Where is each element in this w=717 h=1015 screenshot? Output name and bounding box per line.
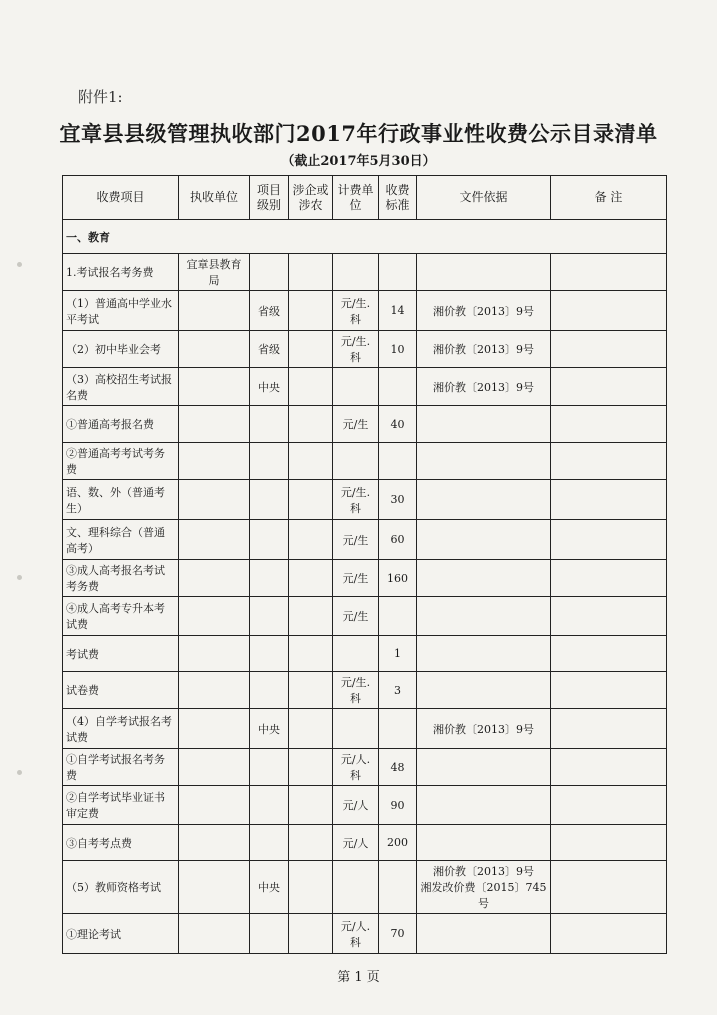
column-header: 涉企或涉农 — [289, 176, 333, 220]
cell-billing: 元/人 — [333, 786, 379, 825]
cell-standard: 90 — [379, 786, 417, 825]
table-row — [63, 406, 667, 443]
cell-sector — [289, 480, 333, 520]
cell-basis: 湘价教〔2013〕9号 — [417, 709, 551, 749]
cell-level — [250, 560, 289, 597]
cell-billing — [333, 861, 379, 914]
cell-level: 省级 — [250, 291, 289, 331]
cell-unit — [179, 291, 250, 331]
cell-basis — [417, 597, 551, 636]
cell-level — [250, 443, 289, 480]
cell-remark — [551, 914, 667, 954]
column-header: 执收单位 — [179, 176, 250, 220]
cell-level: 中央 — [250, 861, 289, 914]
cell-billing: 元/人.科 — [333, 749, 379, 786]
cell-unit — [179, 480, 250, 520]
document-subtitle: （截止2017年5月30日） — [281, 154, 436, 169]
section-row — [63, 220, 667, 254]
cell-basis — [417, 406, 551, 443]
section-title: 一、教育 — [63, 220, 667, 254]
cell-billing: 元/生 — [333, 560, 379, 597]
cell-standard: 70 — [379, 914, 417, 954]
cell-billing: 元/人.科 — [333, 914, 379, 954]
cell-basis: 湘价教〔2013〕9号 — [417, 331, 551, 368]
cell-billing: 元/生.科 — [333, 672, 379, 709]
table-row — [63, 672, 667, 709]
cell-unit — [179, 368, 250, 406]
cell-billing: 元/生 — [333, 597, 379, 636]
cell-item: ③自考考点费 — [63, 825, 179, 861]
cell-standard — [379, 254, 417, 291]
cell-remark — [551, 480, 667, 520]
cell-unit — [179, 331, 250, 368]
cell-level — [250, 597, 289, 636]
cell-billing — [333, 368, 379, 406]
cell-level — [250, 636, 289, 672]
table-row — [63, 825, 667, 861]
cell-standard: 10 — [379, 331, 417, 368]
cell-item: 文、理科综合（普通高考） — [63, 520, 179, 560]
cell-sector — [289, 291, 333, 331]
cell-sector — [289, 786, 333, 825]
table-row — [63, 861, 667, 914]
cell-billing — [333, 636, 379, 672]
cell-remark — [551, 825, 667, 861]
table-body — [63, 220, 667, 954]
cell-item: 考试费 — [63, 636, 179, 672]
table-row — [63, 443, 667, 480]
cell-basis: 湘价教〔2013〕9号 — [417, 368, 551, 406]
table-row — [63, 291, 667, 331]
cell-unit — [179, 672, 250, 709]
cell-sector — [289, 560, 333, 597]
punch-hole-mark — [17, 770, 22, 775]
cell-standard: 3 — [379, 672, 417, 709]
cell-sector — [289, 331, 333, 368]
cell-remark — [551, 709, 667, 749]
cell-unit — [179, 914, 250, 954]
cell-sector — [289, 443, 333, 480]
fee-table — [62, 175, 667, 954]
cell-remark — [551, 749, 667, 786]
cell-billing: 元/生.科 — [333, 480, 379, 520]
table-row — [63, 914, 667, 954]
cell-standard: 14 — [379, 291, 417, 331]
cell-level: 中央 — [250, 368, 289, 406]
table-row — [63, 786, 667, 825]
cell-sector — [289, 406, 333, 443]
cell-item: （5）教师资格考试 — [63, 861, 179, 914]
punch-hole-mark — [17, 575, 22, 580]
cell-item: ①普通高考报名费 — [63, 406, 179, 443]
column-header: 项目级别 — [250, 176, 289, 220]
cell-remark — [551, 443, 667, 480]
cell-sector — [289, 825, 333, 861]
cell-billing — [333, 709, 379, 749]
table-row — [63, 560, 667, 597]
cell-sector — [289, 254, 333, 291]
cell-item: 语、数、外（普通考生） — [63, 480, 179, 520]
cell-unit — [179, 786, 250, 825]
cell-standard — [379, 597, 417, 636]
cell-billing: 元/生.科 — [333, 291, 379, 331]
cell-billing — [333, 443, 379, 480]
cell-unit — [179, 636, 250, 672]
cell-remark — [551, 861, 667, 914]
cell-billing: 元/人 — [333, 825, 379, 861]
cell-basis — [417, 520, 551, 560]
cell-level — [250, 520, 289, 560]
cell-sector — [289, 368, 333, 406]
table-row — [63, 636, 667, 672]
cell-sector — [289, 861, 333, 914]
cell-sector — [289, 597, 333, 636]
document-title: 宜章县县级管理执收部门2017年行政事业性收费公示目录清单 — [59, 121, 658, 146]
column-header: 收费项目 — [63, 176, 179, 220]
cell-standard — [379, 709, 417, 749]
table-row — [63, 480, 667, 520]
cell-unit — [179, 560, 250, 597]
column-header: 收费标准 — [379, 176, 417, 220]
cell-sector — [289, 709, 333, 749]
cell-remark — [551, 520, 667, 560]
cell-remark — [551, 368, 667, 406]
table-row — [63, 597, 667, 636]
cell-item: （1）普通高中学业水平考试 — [63, 291, 179, 331]
cell-billing: 元/生 — [333, 406, 379, 443]
cell-remark — [551, 597, 667, 636]
cell-sector — [289, 636, 333, 672]
cell-level: 省级 — [250, 331, 289, 368]
cell-basis — [417, 636, 551, 672]
cell-unit — [179, 597, 250, 636]
cell-level — [250, 480, 289, 520]
cell-remark — [551, 672, 667, 709]
cell-standard: 48 — [379, 749, 417, 786]
cell-basis: 湘价教〔2013〕9号 — [417, 291, 551, 331]
cell-remark — [551, 331, 667, 368]
table-row — [63, 709, 667, 749]
cell-sector — [289, 520, 333, 560]
cell-basis: 湘价教〔2013〕9号 湘发改价费〔2015〕745号 — [417, 861, 551, 914]
cell-item: （4）自学考试报名考试费 — [63, 709, 179, 749]
cell-item: ①理论考试 — [63, 914, 179, 954]
cell-remark — [551, 291, 667, 331]
cell-item: 试卷费 — [63, 672, 179, 709]
cell-basis — [417, 749, 551, 786]
cell-standard: 200 — [379, 825, 417, 861]
cell-item: ③成人高考报名考试考务费 — [63, 560, 179, 597]
cell-item: ④成人高考专升本考试费 — [63, 597, 179, 636]
table-row — [63, 331, 667, 368]
cell-unit — [179, 825, 250, 861]
cell-basis — [417, 914, 551, 954]
cell-standard: 30 — [379, 480, 417, 520]
cell-standard: 1 — [379, 636, 417, 672]
cell-level — [250, 786, 289, 825]
cell-remark — [551, 254, 667, 291]
column-header: 文件依据 — [417, 176, 551, 220]
cell-billing: 元/生.科 — [333, 331, 379, 368]
cell-unit: 宜章县教育局 — [179, 254, 250, 291]
cell-basis — [417, 672, 551, 709]
cell-basis — [417, 443, 551, 480]
cell-remark — [551, 406, 667, 443]
cell-item: ①自学考试报名考务费 — [63, 749, 179, 786]
cell-standard: 160 — [379, 560, 417, 597]
cell-level — [250, 406, 289, 443]
cell-sector — [289, 914, 333, 954]
cell-item: （3）高校招生考试报名费 — [63, 368, 179, 406]
cell-level — [250, 914, 289, 954]
cell-item: 1.考试报名考务费 — [63, 254, 179, 291]
cell-standard — [379, 443, 417, 480]
cell-standard: 60 — [379, 520, 417, 560]
cell-billing: 元/生 — [333, 520, 379, 560]
cell-basis — [417, 786, 551, 825]
table-row — [63, 368, 667, 406]
table-row — [63, 520, 667, 560]
cell-basis — [417, 254, 551, 291]
cell-item: ②自学考试毕业证书审定费 — [63, 786, 179, 825]
column-header: 备 注 — [551, 176, 667, 220]
cell-level — [250, 749, 289, 786]
cell-item: ②普通高考考试考务费 — [63, 443, 179, 480]
cell-unit — [179, 520, 250, 560]
cell-standard — [379, 368, 417, 406]
cell-basis — [417, 480, 551, 520]
cell-standard — [379, 861, 417, 914]
cell-remark — [551, 636, 667, 672]
page-number: 第 1 页 — [337, 970, 380, 985]
table-row — [63, 749, 667, 786]
cell-unit — [179, 749, 250, 786]
cell-remark — [551, 560, 667, 597]
attachment-label: 附件1: — [78, 88, 123, 106]
punch-hole-mark — [17, 262, 22, 267]
cell-sector — [289, 749, 333, 786]
cell-unit — [179, 406, 250, 443]
cell-level — [250, 254, 289, 291]
cell-level — [250, 825, 289, 861]
cell-item: （2）初中毕业会考 — [63, 331, 179, 368]
cell-unit — [179, 709, 250, 749]
cell-standard: 40 — [379, 406, 417, 443]
table-header-row — [63, 176, 667, 220]
cell-basis — [417, 560, 551, 597]
cell-level: 中央 — [250, 709, 289, 749]
cell-sector — [289, 672, 333, 709]
cell-unit — [179, 443, 250, 480]
column-header: 计费单位 — [333, 176, 379, 220]
cell-unit — [179, 861, 250, 914]
table-row — [63, 254, 667, 291]
cell-basis — [417, 825, 551, 861]
cell-remark — [551, 786, 667, 825]
cell-level — [250, 672, 289, 709]
cell-billing — [333, 254, 379, 291]
